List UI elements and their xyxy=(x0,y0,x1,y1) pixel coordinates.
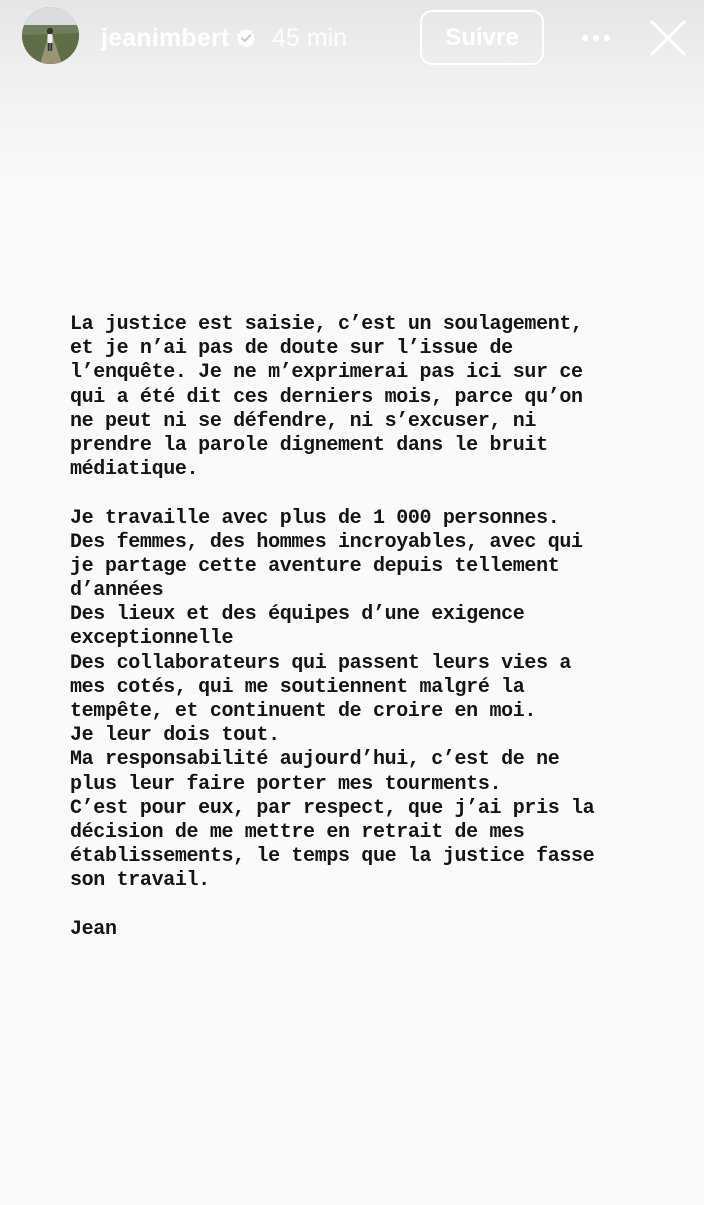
paragraph-1 xyxy=(70,313,670,482)
signature: Jean xyxy=(70,917,117,941)
text-line: Ma responsabilité aujourd’hui, c’est de ne xyxy=(70,748,560,772)
paragraph-spacer xyxy=(70,482,670,506)
profile-avatar[interactable] xyxy=(22,7,79,64)
close-icon[interactable] xyxy=(648,18,688,58)
text-line: établissements, le temps que la justice fasse xyxy=(70,845,595,869)
text-line: tempête, et continuent de croire en moi. xyxy=(70,700,537,723)
text-line: Des femmes, des hommes incroyables, avec qui xyxy=(70,530,583,554)
text-line: mes cotés, qui me soutiennent malgré la xyxy=(70,675,525,699)
verified-badge-icon xyxy=(236,28,256,48)
paragraph-spacer xyxy=(70,894,670,918)
text-line: prendre la parole dignement dans le bruit xyxy=(70,433,548,457)
text-line: décision de me mettre en retrait de mes xyxy=(70,820,525,844)
story-header xyxy=(0,0,704,78)
paragraph-2 xyxy=(70,507,670,894)
story-text xyxy=(70,313,670,942)
post-timestamp: 45 min xyxy=(272,24,348,52)
text-line: qui a été dit ces derniers mois, parce qu’on xyxy=(70,385,583,409)
text-line: exceptionnelle xyxy=(70,627,234,651)
text-line: et je n’ai pas de doute sur l’issue de xyxy=(70,337,513,361)
text-line: C’est pour eux, par respect, que j’ai pris la xyxy=(70,796,595,820)
text-line: d’années xyxy=(70,579,164,603)
text-line: je partage cette aventure depuis tellement xyxy=(70,554,560,578)
text-line: Je leur dois tout. xyxy=(70,724,280,748)
text-line: Des lieux et des équipes d’une exigence xyxy=(70,603,525,627)
more-options-icon[interactable] xyxy=(578,22,614,54)
text-line: La justice est saisie, c’est un soulagement, xyxy=(70,313,583,336)
text-line: Des collaborateurs qui passent leurs vies a xyxy=(70,651,572,675)
username[interactable]: jeanimbert xyxy=(101,24,230,52)
follow-button[interactable]: Suivre xyxy=(420,10,544,65)
text-line: l’enquête. Je ne m’exprimerai pas ici sur ce xyxy=(70,361,583,385)
text-line: Je travaille avec plus de 1 000 personnes. xyxy=(70,506,560,530)
text-line: ne peut ni se défendre, ni s’excuser, ni xyxy=(70,409,537,433)
text-line: plus leur faire porter mes tourments. xyxy=(70,772,502,796)
text-line: son travail. xyxy=(70,869,210,893)
text-line: médiatique. xyxy=(70,458,199,482)
